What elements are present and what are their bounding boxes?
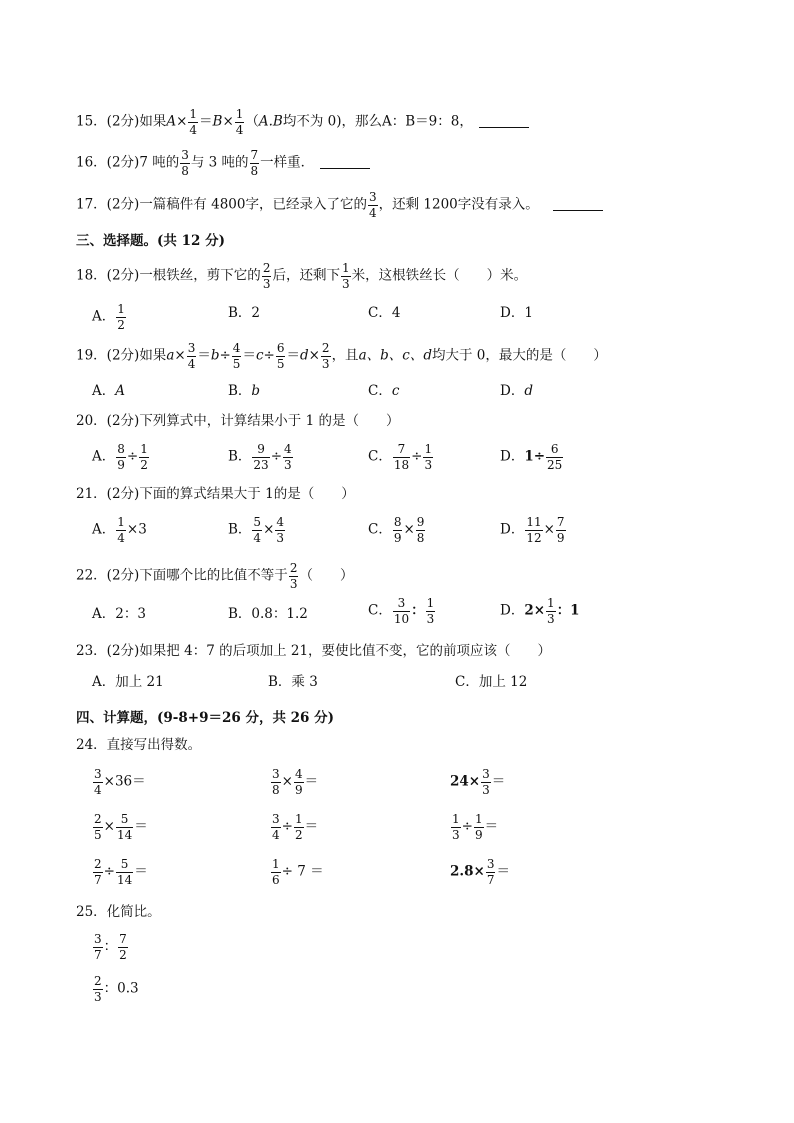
denominator: 8 xyxy=(416,530,425,545)
numerator: 1 xyxy=(426,596,435,610)
numerator: 5 xyxy=(120,857,129,871)
numerator: 1 xyxy=(235,107,244,121)
fraction xyxy=(294,813,304,841)
denominator: 4 xyxy=(187,356,196,371)
option-c[interactable]: C．c xyxy=(368,383,400,399)
numerator: 3 xyxy=(272,812,280,826)
denominator: 9 xyxy=(474,827,483,842)
numerator: 1 xyxy=(547,596,555,610)
question-22: 22．(2分)下面哪个比的比值不等于 $\frac{2}{3}$ （ ） xyxy=(76,561,354,591)
fraction xyxy=(118,933,128,961)
fraction xyxy=(556,516,566,544)
denominator: 3 xyxy=(94,989,102,1004)
numerator: 1 xyxy=(474,812,483,826)
numerator: 4 xyxy=(294,767,303,781)
option-a[interactable]: A．加上 21 xyxy=(92,674,164,690)
fraction xyxy=(262,262,272,290)
denominator: 3 xyxy=(262,276,271,291)
question-15: 15．(2分)如果A× $\frac{1}{4}$ ＝B× $\frac{1}{4}$ （A.B均不为 0)，那么A：B＝9：8， xyxy=(76,108,529,136)
fraction xyxy=(393,443,410,471)
numerator: 8 xyxy=(393,515,402,529)
ratio-item[interactable]: $\frac{2}{3}$ ：0.3 xyxy=(94,974,139,1004)
numerator: 2 xyxy=(94,812,102,826)
denominator: 4 xyxy=(272,827,280,842)
option-b[interactable]: B． $\frac{9}{23}$ ÷ $\frac{4}{3}$ xyxy=(228,442,292,472)
denominator: 4 xyxy=(117,530,125,545)
denominator: 7 xyxy=(486,872,495,887)
numerator: 4 xyxy=(232,341,241,355)
denominator: 2 xyxy=(140,457,148,472)
calc-item[interactable]: $\frac{1}{6}$ ÷ 7 ＝ xyxy=(272,857,324,887)
numerator: 3 xyxy=(94,767,102,781)
calc-item[interactable]: $\frac{1}{3}$ ÷ $\frac{1}{9}$ ＝ xyxy=(452,812,499,842)
denominator: 9 xyxy=(117,457,125,472)
fraction xyxy=(139,443,149,471)
denominator: 5 xyxy=(276,356,285,371)
numerator: 3 xyxy=(181,148,189,162)
numerator: 5 xyxy=(120,812,129,826)
denominator: 12 xyxy=(526,530,542,545)
fraction xyxy=(93,933,103,961)
fraction xyxy=(451,813,461,841)
denominator: 14 xyxy=(116,827,133,842)
fraction xyxy=(271,813,281,841)
fraction xyxy=(271,858,281,886)
denominator: 3 xyxy=(482,782,490,797)
numerator: 7 xyxy=(119,932,127,946)
option-a[interactable]: A．2：3 xyxy=(92,606,146,622)
fraction xyxy=(116,443,126,471)
numerator: 1 xyxy=(117,302,125,316)
question-18: 18．(2分)一根铁丝，剪下它的 $\frac{2}{3}$ 后，还剩下 $\frac{1}{3}$ 米，这根铁丝长（ ）米。 xyxy=(76,261,528,291)
denominator: 4 xyxy=(253,530,262,545)
numerator: 1 xyxy=(424,442,433,456)
numerator: 2 xyxy=(262,261,271,275)
question-23: 23．(2分)如果把 4：7 的后项加上 21，要使比值不变，它的前项应该（ ） xyxy=(76,643,552,659)
denominator: 3 xyxy=(321,356,330,371)
fraction xyxy=(525,516,542,544)
numerator: 2 xyxy=(94,974,102,988)
denominator: 3 xyxy=(452,827,460,842)
fraction xyxy=(546,443,563,471)
fraction xyxy=(93,858,103,886)
denominator: 2 xyxy=(119,947,127,962)
fraction xyxy=(93,813,103,841)
numerator: 7 xyxy=(556,515,565,529)
fraction xyxy=(252,443,269,471)
denominator: 10 xyxy=(393,611,410,626)
question-17: 17．(2分)一篇稿件有 4800字，已经录入了它的 $\frac{3}{4}$ ，还剩 1200字没有录入。 xyxy=(76,191,603,219)
fraction xyxy=(271,768,281,796)
numerator: 2 xyxy=(94,857,102,871)
numerator: 7 xyxy=(250,148,259,162)
denominator: 2 xyxy=(294,827,303,842)
fraction xyxy=(93,768,103,796)
fraction xyxy=(232,342,242,370)
denominator: 4 xyxy=(189,122,198,137)
fraction xyxy=(416,516,426,544)
denominator: 7 xyxy=(94,947,102,962)
fraction xyxy=(294,768,304,796)
answer-blank[interactable] xyxy=(553,209,603,211)
numerator: 2 xyxy=(321,341,330,355)
option-c[interactable]: C． $\frac{7}{18}$ ÷ $\frac{1}{3}$ xyxy=(368,442,433,472)
numerator: 7 xyxy=(397,442,406,456)
numerator: 1 xyxy=(189,107,198,121)
ratio-item[interactable]: $\frac{3}{7}$ ： $\frac{7}{2}$ xyxy=(94,932,127,962)
numerator: 3 xyxy=(94,932,102,946)
fraction xyxy=(341,262,351,290)
fraction xyxy=(393,597,410,625)
section-heading-choice: 三、选择题。(共 12 分) xyxy=(76,233,225,249)
option-d[interactable]: D．1÷ $\frac{6}{25}$ xyxy=(500,442,563,472)
calc-item[interactable]: $\frac{2}{7}$ ÷ $\frac{5}{14}$ ＝ xyxy=(94,857,148,887)
denominator: 23 xyxy=(253,457,269,472)
denominator: 4 xyxy=(235,122,244,137)
question-21: 21．(2分)下面的算式结果大于 1的是（ ） xyxy=(76,486,355,502)
fraction xyxy=(321,342,331,370)
numerator: 9 xyxy=(257,442,265,456)
option-c[interactable]: C．加上 12 xyxy=(455,674,528,690)
denominator: 3 xyxy=(276,530,285,545)
option-d[interactable]: D． $\frac{11}{12}$ × $\frac{7}{9}$ xyxy=(500,515,565,545)
fraction xyxy=(481,768,491,796)
denominator: 14 xyxy=(116,872,133,887)
fraction xyxy=(426,597,436,625)
numerator: 6 xyxy=(276,341,285,355)
option-b[interactable]: B．乘 3 xyxy=(268,674,318,690)
fraction xyxy=(116,858,133,886)
numerator: 3 xyxy=(486,857,495,871)
option-d[interactable]: D．d xyxy=(500,383,533,399)
denominator: 8 xyxy=(181,163,189,178)
numerator: 9 xyxy=(416,515,425,529)
fraction xyxy=(289,562,299,590)
denominator: 3 xyxy=(424,457,433,472)
option-d[interactable]: D．1 xyxy=(500,305,533,321)
denominator: 8 xyxy=(250,163,259,178)
question-24-title: 24．直接写出得数。 xyxy=(76,737,202,753)
numerator: 2 xyxy=(289,561,298,575)
numerator: 6 xyxy=(550,442,559,456)
fraction xyxy=(474,813,484,841)
fraction xyxy=(250,149,260,177)
option-a[interactable]: A． $\frac{1}{2}$ xyxy=(92,302,125,332)
denominator: 3 xyxy=(426,611,435,626)
fraction xyxy=(180,149,190,177)
fraction xyxy=(252,516,262,544)
denominator: 9 xyxy=(294,782,303,797)
option-c[interactable]: C．4 xyxy=(368,305,401,321)
calc-item[interactable]: 24× $\frac{3}{3}$ ＝ xyxy=(450,767,506,797)
numerator: 1 xyxy=(294,812,303,826)
fraction xyxy=(423,443,433,471)
fraction xyxy=(275,516,285,544)
numerator: 3 xyxy=(272,767,280,781)
numerator: 3 xyxy=(482,767,490,781)
denominator: 2 xyxy=(117,317,125,332)
denominator: 7 xyxy=(94,872,102,887)
option-b[interactable]: B．0.8：1.2 xyxy=(228,606,308,622)
numerator: 1 xyxy=(117,515,125,529)
numerator: 4 xyxy=(276,515,285,529)
option-c[interactable]: C． $\frac{8}{9}$ × $\frac{9}{8}$ xyxy=(368,515,425,545)
answer-blank[interactable] xyxy=(479,126,529,128)
fraction xyxy=(116,303,126,331)
option-a[interactable]: A．A xyxy=(92,383,125,399)
fraction xyxy=(283,443,293,471)
denominator: 5 xyxy=(232,356,241,371)
denominator: 6 xyxy=(272,872,280,887)
denominator: 5 xyxy=(94,827,102,842)
numerator: 8 xyxy=(117,442,125,456)
denominator: 18 xyxy=(393,457,410,472)
fraction xyxy=(188,108,198,136)
section-heading-calculation: 四、计算题，(9-8+9＝26 分，共 26 分) xyxy=(76,710,335,726)
option-a[interactable]: A． $\frac{1}{4}$ ×3 xyxy=(92,515,147,545)
question-16: 16．(2分)7 吨的 $\frac{3}{8}$ 与 3 吨的 $\frac{7}{8}$ 一样重． xyxy=(76,149,370,177)
option-d[interactable]: D．2× $\frac{1}{3}$ ：1 xyxy=(500,596,580,626)
denominator: 3 xyxy=(284,457,292,472)
question-19: 19．(2分)如果a× $\frac{3}{4}$ ＝b÷ $\frac{4}{5}$ ＝c÷ $\frac{6}{5}$ ＝d× $\frac{2}{3}$ ，且a、b、c、d均大于 0，最大的是（ ） xyxy=(76,341,607,371)
option-a[interactable]: A． $\frac{8}{9}$ ÷ $\frac{1}{2}$ xyxy=(92,442,148,472)
denominator: 3 xyxy=(341,276,350,291)
numerator: 3 xyxy=(187,341,196,355)
numerator: 1 xyxy=(140,442,148,456)
denominator: 3 xyxy=(547,611,555,626)
denominator: 4 xyxy=(368,205,377,220)
calc-item[interactable]: $\frac{3}{8}$ × $\frac{4}{9}$ ＝ xyxy=(272,767,319,797)
fraction xyxy=(276,342,286,370)
numerator: 5 xyxy=(253,515,262,529)
calc-item[interactable]: $\frac{3}{4}$ ×36＝ xyxy=(94,767,146,797)
fraction xyxy=(368,191,378,219)
calc-item[interactable]: 2.8× $\frac{3}{7}$ ＝ xyxy=(450,857,510,887)
calc-item[interactable]: $\frac{3}{4}$ ÷ $\frac{1}{2}$ ＝ xyxy=(272,812,319,842)
fraction xyxy=(93,975,103,1003)
numerator: 1 xyxy=(341,261,350,275)
numerator: 4 xyxy=(284,442,292,456)
question-25-title: 25．化简比。 xyxy=(76,904,161,920)
denominator: 9 xyxy=(556,530,565,545)
option-c[interactable]: C． $\frac{3}{10}$ ： $\frac{1}{3}$ xyxy=(368,596,435,626)
option-b[interactable]: B．2 xyxy=(228,305,261,321)
option-b[interactable]: B． $\frac{5}{4}$ × $\frac{4}{3}$ xyxy=(228,515,285,545)
fraction xyxy=(393,516,403,544)
denominator: 8 xyxy=(272,782,280,797)
denominator: 25 xyxy=(547,457,563,472)
numerator: 1 xyxy=(272,857,280,871)
answer-blank[interactable] xyxy=(320,167,370,169)
fraction xyxy=(116,516,126,544)
question-20: 20．(2分)下列算式中，计算结果小于 1 的是（ ） xyxy=(76,413,400,429)
numerator: 3 xyxy=(397,596,406,610)
fraction xyxy=(116,813,133,841)
numerator: 1 xyxy=(452,812,460,826)
denominator: 4 xyxy=(94,782,102,797)
fraction xyxy=(486,858,496,886)
denominator: 9 xyxy=(393,530,402,545)
numerator: 3 xyxy=(368,190,377,204)
denominator: 3 xyxy=(289,576,298,591)
fraction xyxy=(546,597,556,625)
option-b[interactable]: B．b xyxy=(228,383,261,399)
fraction xyxy=(187,342,197,370)
fraction xyxy=(235,108,245,136)
calc-item[interactable]: $\frac{2}{5}$ × $\frac{5}{14}$ ＝ xyxy=(94,812,148,842)
numerator: 11 xyxy=(526,515,542,529)
